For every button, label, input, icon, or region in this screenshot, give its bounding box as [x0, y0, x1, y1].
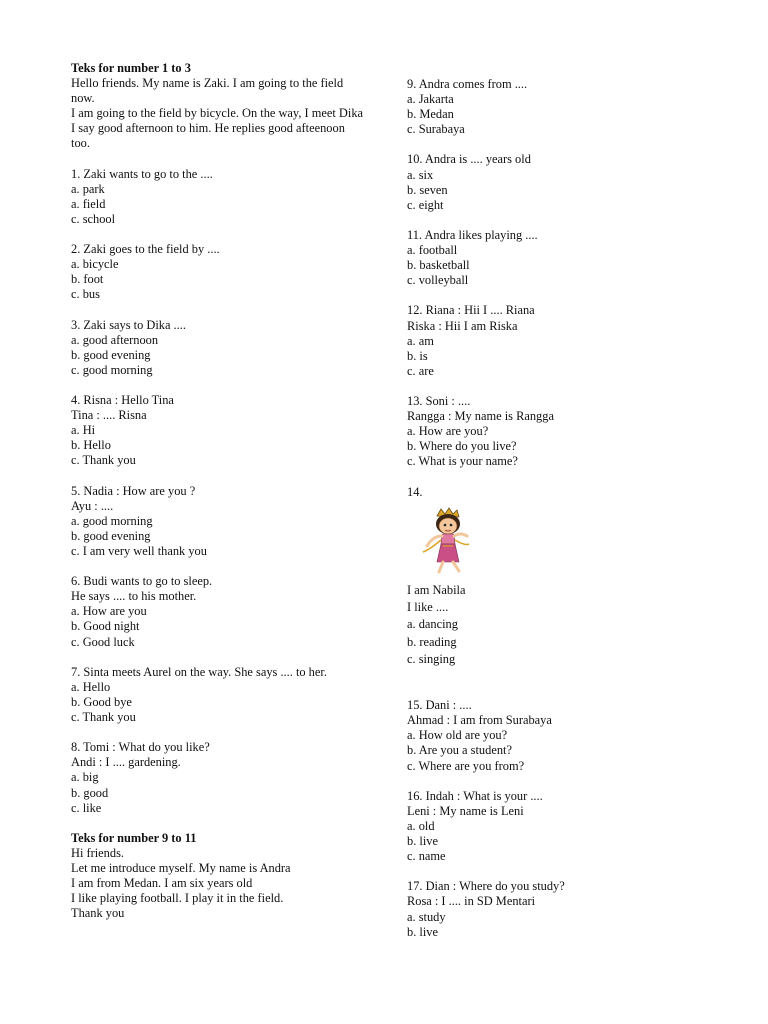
answer-option: a. bicycle	[71, 257, 119, 272]
question-prompt: He says .... to his mother.	[71, 589, 197, 604]
question	[407, 152, 707, 212]
answer-option: c. Thank you	[71, 453, 136, 468]
question-prompt: Ahmad : I am from Surabaya	[407, 713, 552, 728]
question	[407, 77, 707, 137]
question	[71, 393, 366, 468]
question-prompt: Andi : I .... gardening.	[71, 755, 181, 770]
question	[407, 698, 707, 773]
question-prompt: 9. Andra comes from ....	[407, 77, 528, 91]
answer-option: c. What is your name?	[407, 454, 518, 469]
question	[71, 665, 366, 725]
question-14-text	[407, 582, 707, 668]
question-prompt: Riska : Hii I am Riska	[407, 318, 518, 333]
answer-option: a. six	[407, 167, 434, 182]
question-prompt: Tina : .... Risna	[71, 408, 147, 423]
question-14-option: a. dancing	[407, 617, 458, 632]
question-prompt: 2. Zaki goes to the field by ....	[71, 242, 220, 257]
question	[71, 167, 366, 227]
question-prompt: 16. Indah : What is your ....	[407, 788, 543, 803]
answer-option: b. Medan	[407, 107, 454, 122]
answer-option: a. Hello	[71, 679, 111, 694]
answer-option: b. good evening	[71, 347, 151, 362]
question-prompt: 12. Riana : Hii I .... Riana	[407, 303, 535, 318]
question	[407, 394, 707, 469]
answer-option: a. good morning	[71, 513, 153, 528]
answer-option: a. good afternoon	[71, 332, 159, 347]
right-column	[407, 77, 707, 955]
question-prompt: 8. Tomi : What do you like?	[71, 740, 210, 755]
passage-1-line: I say good afternoon to him. He replies good afteenoon too.	[71, 121, 345, 151]
passage-2	[71, 831, 366, 922]
question-prompt: Rosa : I .... in SD Mentari	[407, 894, 536, 909]
answer-option: c. good morning	[71, 362, 153, 377]
answer-option: a. park	[71, 181, 105, 196]
question-prompt: 7. Sinta meets Aurel on the way. She says .... to her.	[71, 664, 327, 679]
right-questions-a	[407, 77, 707, 469]
answer-option: b. live	[407, 924, 438, 939]
answer-option: b. Where do you live?	[407, 439, 517, 454]
question-14-number: 14.	[407, 484, 423, 499]
question-14-line: I like ....	[407, 599, 449, 614]
answer-option: b. good evening	[71, 528, 151, 543]
answer-option: a. big	[71, 770, 99, 785]
left-column	[71, 61, 366, 936]
passage-2-line: I like playing football. I play it in the field.	[71, 891, 284, 906]
answer-option: b. seven	[407, 182, 448, 197]
passage-1-line: Hello friends. My name is Zaki. I am going to the field now.	[71, 76, 344, 106]
question-prompt: Leni : My name is Leni	[407, 803, 524, 818]
answer-option: b. Good bye	[71, 694, 132, 709]
question	[71, 242, 366, 302]
answer-option: b. Good night	[71, 619, 140, 634]
passage-2-title: Teks for number 9 to 11	[71, 830, 197, 845]
answer-option: c. I am very well thank you	[71, 544, 207, 558]
passage-2-line: Hi friends.	[71, 845, 124, 860]
answer-option: b. Hello	[71, 438, 111, 453]
answer-option: b. basketball	[407, 258, 470, 273]
question-prompt: 15. Dani : ....	[407, 698, 472, 713]
question-prompt: Rangga : My name is Rangga	[407, 409, 554, 424]
answer-option: b. foot	[71, 272, 104, 287]
answer-option: a. How old are you?	[407, 728, 508, 743]
answer-option: a. field	[71, 196, 106, 211]
passage-1	[71, 61, 366, 152]
question-prompt: Ayu : ....	[71, 498, 114, 513]
question-14	[407, 485, 707, 669]
left-questions	[71, 167, 366, 816]
passage-1-line: I am going to the field by bicycle. On the way, I meet Dika	[71, 106, 364, 121]
answer-option: c. are	[407, 363, 434, 378]
answer-option: a. old	[407, 818, 435, 833]
answer-option: c. Thank you	[71, 710, 136, 725]
answer-option: c. like	[71, 800, 102, 815]
passage-2-line: Let me introduce myself. My name is Andra	[71, 860, 291, 875]
question-prompt: 3. Zaki says to Dika ....	[71, 317, 186, 332]
question-prompt: 10. Andra is .... years old	[407, 152, 531, 167]
answer-option: a. Jakarta	[407, 92, 454, 107]
question	[71, 574, 366, 649]
answer-option: b. Are you a student?	[407, 743, 512, 758]
answer-option: a. Hi	[71, 423, 96, 438]
question-prompt: 6. Budi wants to go to sleep.	[71, 574, 213, 589]
question-prompt: 4. Risna : Hello Tina	[71, 393, 174, 408]
answer-option: a. football	[407, 243, 458, 258]
dancing-girl-illustration	[415, 506, 475, 576]
question-14-line: I am Nabila	[407, 582, 466, 597]
passage-2-line: I am from Medan. I am six years old	[71, 876, 253, 891]
right-questions-b	[407, 698, 707, 940]
question	[407, 303, 707, 378]
answer-option: c. Good luck	[71, 634, 135, 649]
question	[71, 740, 366, 815]
question	[407, 879, 707, 939]
question-14-option: c. singing	[407, 651, 456, 666]
answer-option: c. Where are you from?	[407, 758, 525, 773]
question	[407, 789, 707, 864]
question-prompt: 5. Nadia : How are you ?	[71, 483, 196, 498]
answer-option: b. live	[407, 834, 438, 849]
passage-1-title: Teks for number 1 to 3	[71, 61, 191, 75]
answer-option: c. Surabaya	[407, 122, 465, 137]
question-prompt: 17. Dian : Where do you study?	[407, 879, 565, 894]
question-prompt: 13. Soni : ....	[407, 393, 471, 408]
question	[407, 228, 707, 288]
question-14-option: b. reading	[407, 634, 457, 649]
question	[71, 484, 366, 559]
question	[71, 318, 366, 378]
answer-option: b. good	[71, 785, 109, 800]
passage-2-line: Thank you	[71, 906, 125, 921]
answer-option: b. is	[407, 348, 428, 363]
answer-option: a. am	[407, 333, 434, 348]
answer-option: a. How are you?	[407, 424, 489, 439]
question-prompt: 1. Zaki wants to go to the ....	[71, 166, 213, 181]
answer-option: c. volleyball	[407, 273, 469, 288]
answer-option: c. bus	[71, 287, 100, 302]
answer-option: a. How are you	[71, 604, 147, 619]
question-prompt: 11. Andra likes playing ....	[407, 227, 538, 242]
answer-option: c. school	[71, 211, 116, 226]
answer-option: c. eight	[407, 197, 444, 212]
answer-option: a. study	[407, 909, 446, 924]
answer-option: c. name	[407, 849, 446, 864]
